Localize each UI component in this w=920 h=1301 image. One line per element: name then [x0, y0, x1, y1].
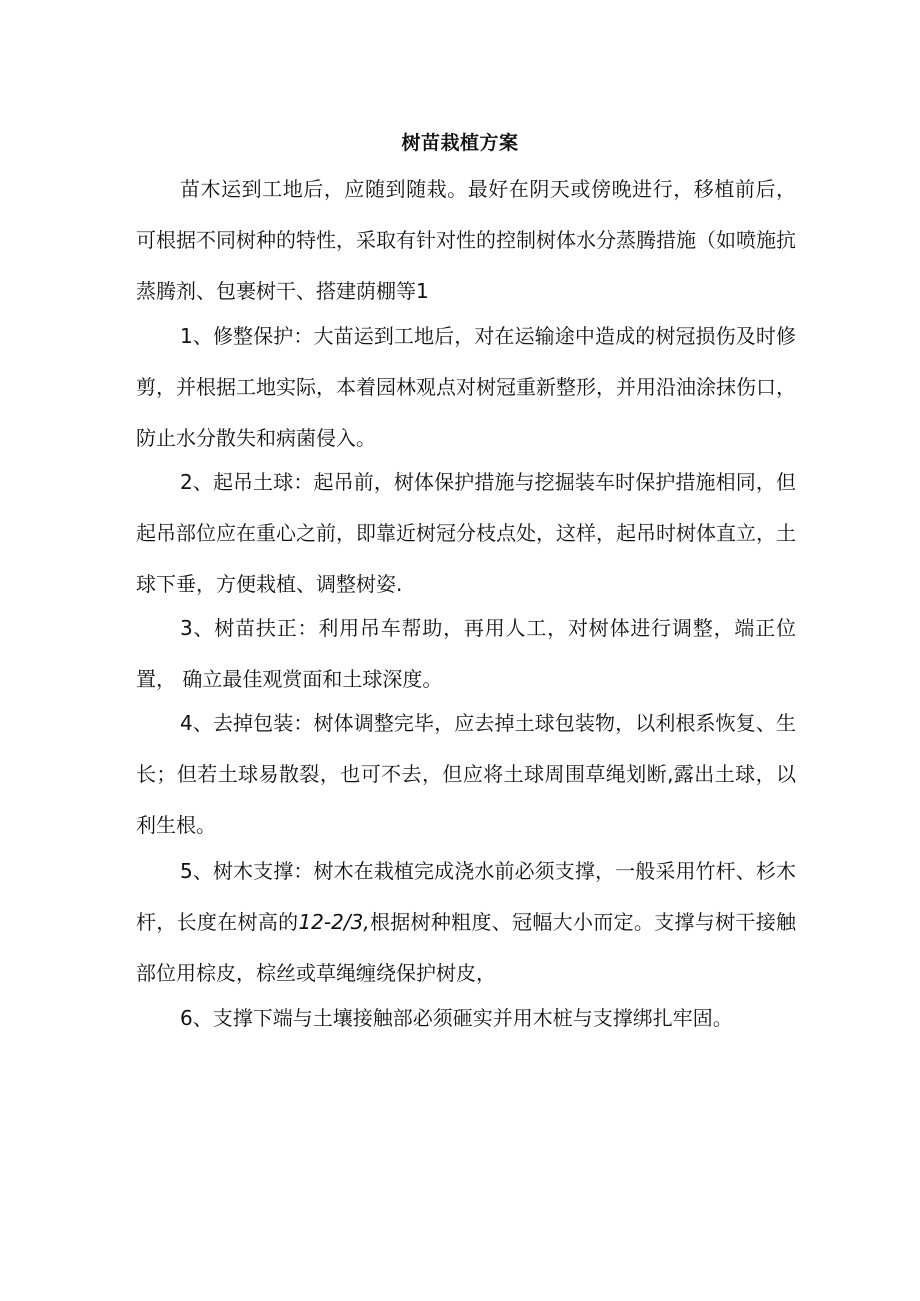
- intro-paragraph: 苗木运到工地后，应随到随栽。最好在阴天或傍晚进行，移植前后，可根据不同树种的特性，采取有针对性的控制树体水分蒸腾措施（如喷施抗蒸腾剂、包裹树干、搭建荫棚等1: [136, 177, 796, 303]
- step-5-text-after: 根据树种粗度、冠幅大小而定。支撑与树干接触部位用棕皮，棕丝或草绳缠绕保护树皮，: [136, 910, 797, 985]
- step-4-paragraph: 4、去掉包装：树体调整完毕，应去掉土球包装物，以利根系恢复、生长；但若土球易散裂，也可不去，但应将土球周围草绳划断,露出土球，以利生根。: [136, 711, 796, 837]
- document-title: 树苗栽植方案: [401, 132, 519, 154]
- step-1-paragraph: 1、修整保护：大苗运到工地后，对在运输途中造成的树冠损伤及时修剪，并根据工地实际，本着园林观点对树冠重新整形，并用沿油涂抹伤口， 防止水分散失和病菌侵入。: [136, 324, 796, 450]
- step-5-text-before: 5、树木支撑：树木在栽植完成浇水前必须支撑，一般采用竹杆、杉木杆，长度在树高的: [136, 859, 796, 934]
- step-5-paragraph: [136, 846, 796, 999]
- step-6-paragraph: 6、支撑下端与土壤接触部必须砸实并用木桩与支撑绑扎牢固。: [180, 1006, 733, 1030]
- step-5-ratio: 12-2/3,: [298, 910, 370, 934]
- step-3-paragraph: 3、树苗扶正：利用吊车帮助，再用人工，对树体进行调整，端正位置， 确立最佳观赏面和土球深度。: [136, 616, 796, 691]
- step-2-paragraph: 2、起吊土球：起吊前，树体保护措施与挖掘装车时保护措施相同，但起吊部位应在重心之前，即靠近树冠分枝点处，这样，起吊时树体直立，土球下垂，方便栽植、调整树姿.: [136, 470, 796, 596]
